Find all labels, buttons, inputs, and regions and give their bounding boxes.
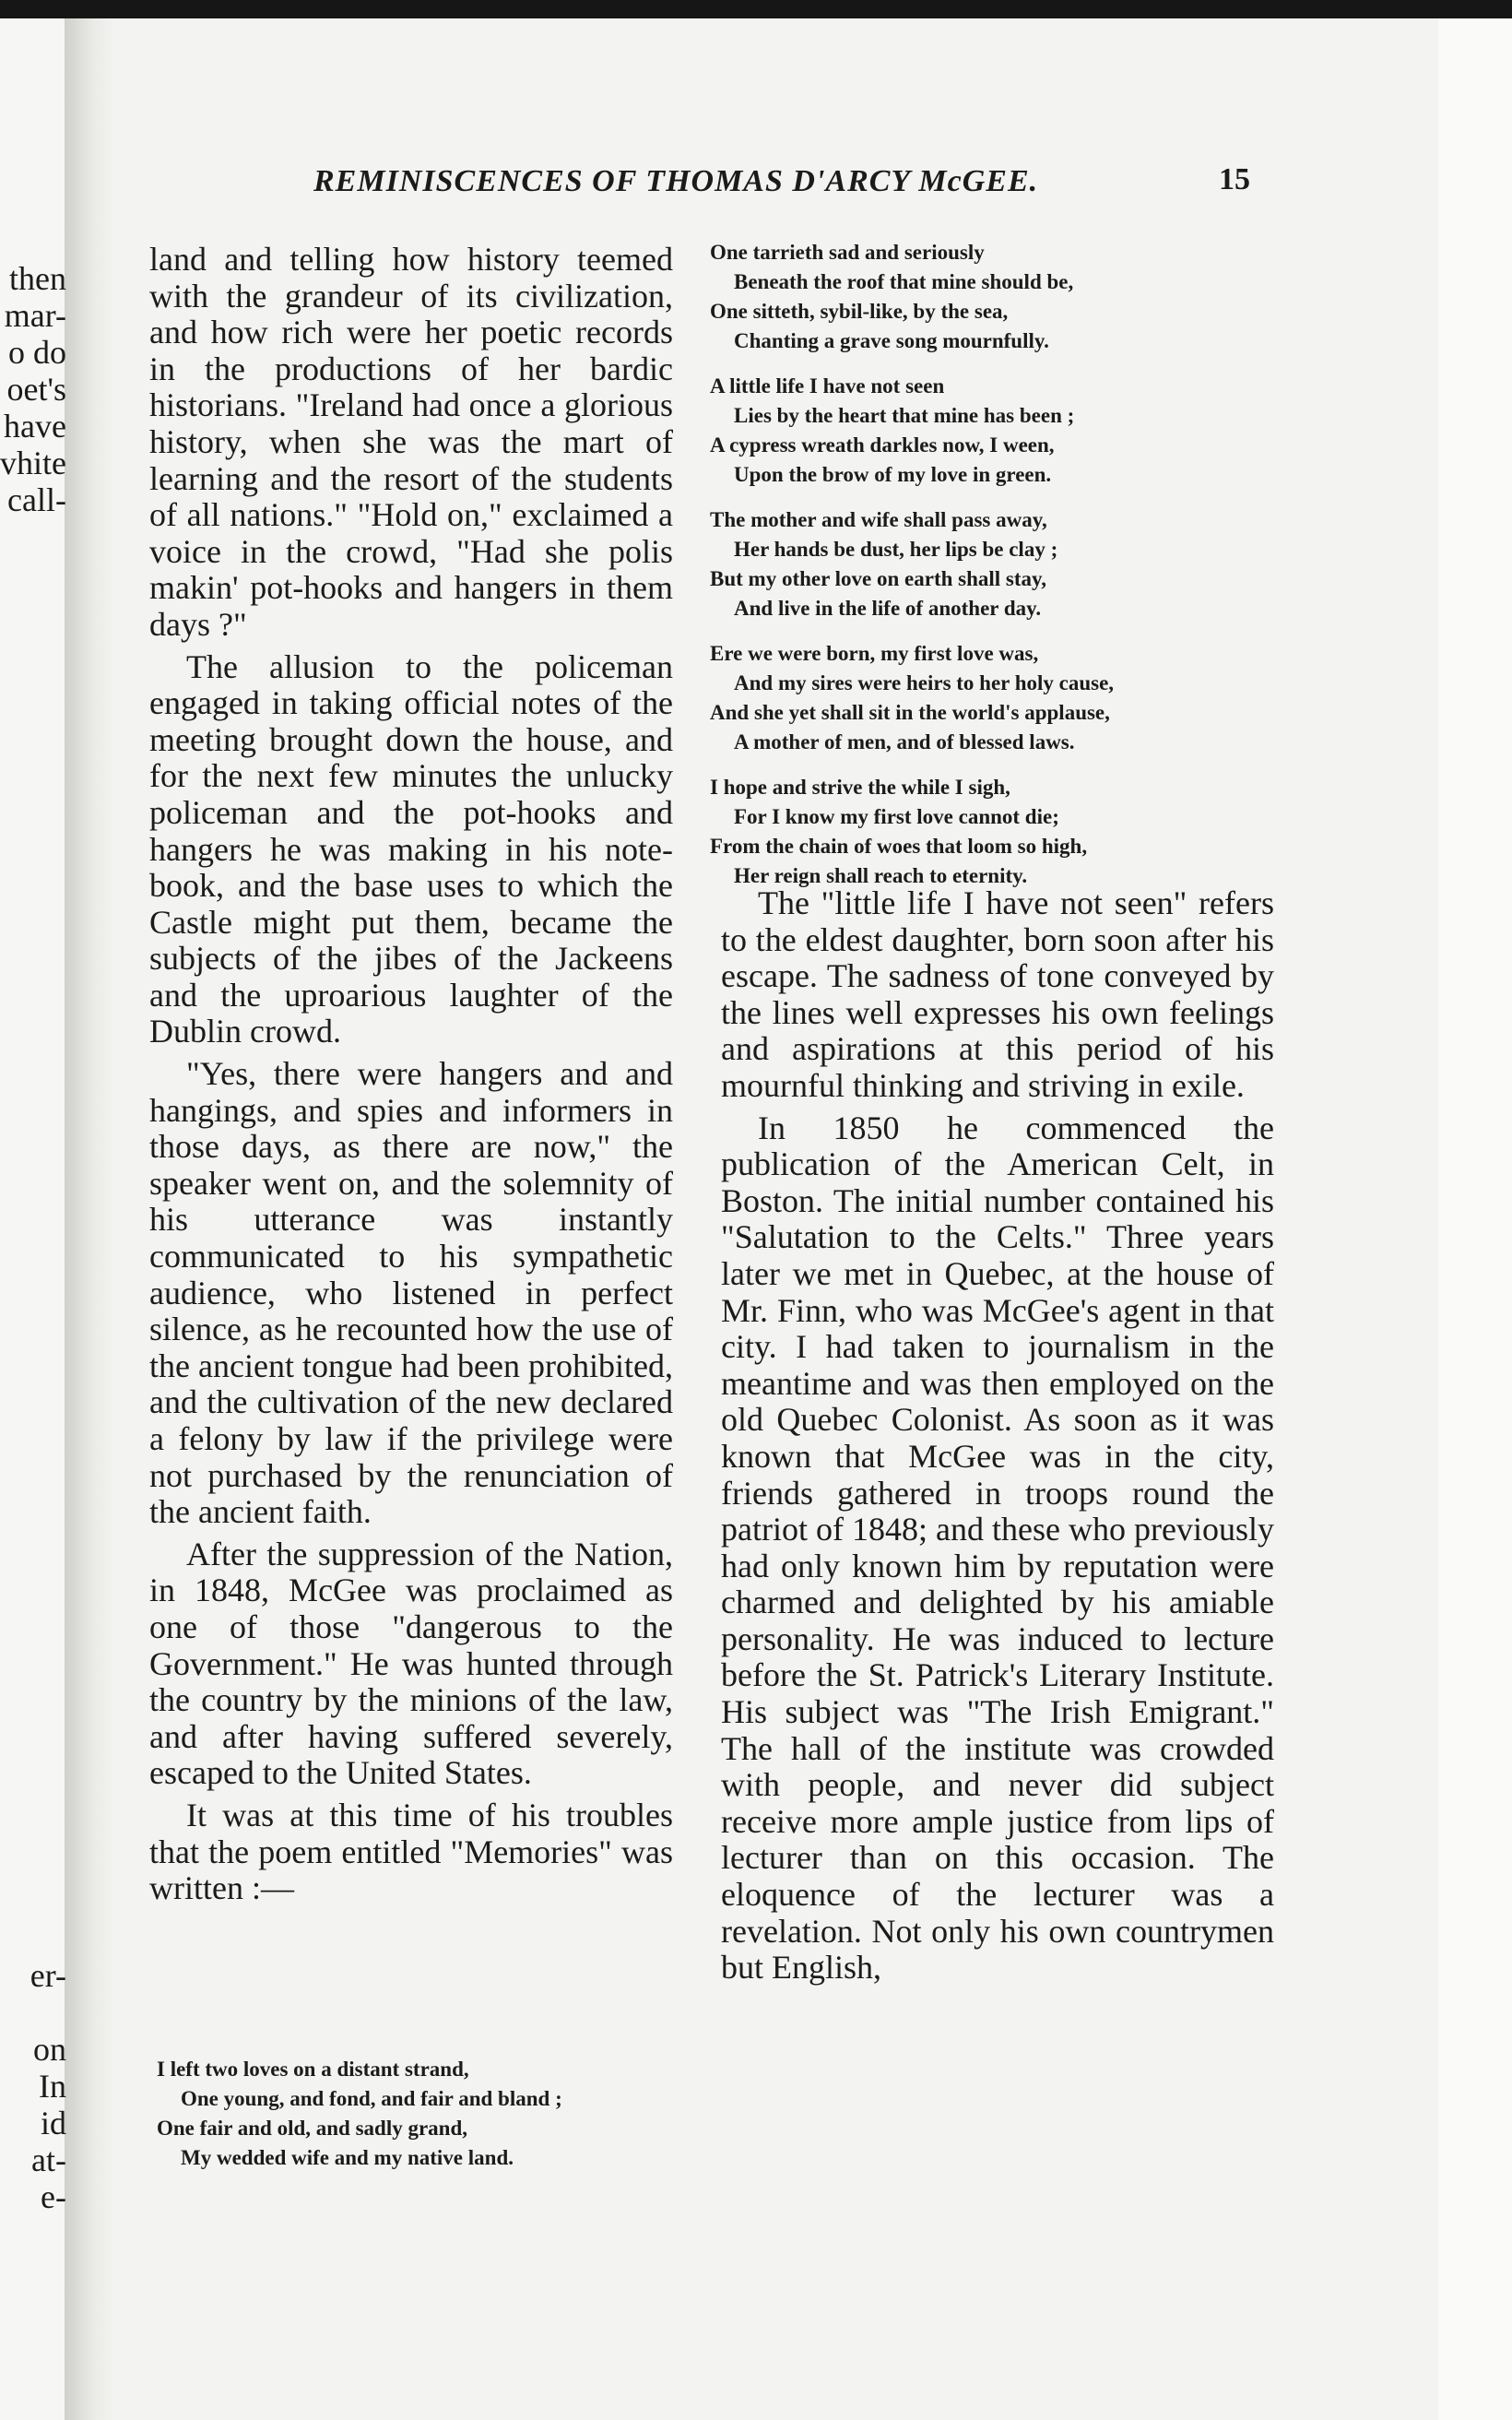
poem-stanza <box>710 238 1282 356</box>
verse-line: A cypress wreath darkles now, I ween, <box>710 433 1055 457</box>
verse-line: Beneath the roof that mine should be, <box>734 270 1074 293</box>
fragment-line: id <box>40 2105 66 2141</box>
body-paragraph: The "little life I have not seen" refers to the eldest daughter, born soon after his escape. The sadness of tone conveyed by the lines well expresses his own feelings and aspirations at this period of his mournful thinking and striving in exile. <box>721 884 1274 1104</box>
verse-line: From the chain of woes that loom so high, <box>710 835 1088 858</box>
poem-stanza <box>157 2055 691 2173</box>
poem-stanza <box>710 639 1282 757</box>
fragment-line: have <box>4 408 66 445</box>
fragment-line: vhite <box>0 445 66 481</box>
poem-memories-continued <box>710 238 1282 907</box>
fragment-line: er- <box>30 1957 66 1994</box>
verse-line: And she yet shall sit in the world's applause, <box>710 701 1110 724</box>
verse-line: For I know my first love cannot die; <box>734 805 1059 828</box>
verse-line: Chanting a grave song mournfully. <box>734 329 1049 352</box>
scan-top-border <box>0 0 1512 18</box>
poem-stanza <box>710 372 1282 490</box>
verse-line: One young, and fond, and fair and bland ; <box>181 2087 562 2110</box>
verse-line: A mother of men, and of blessed laws. <box>734 730 1075 753</box>
poem-stanza <box>710 773 1282 891</box>
verse-line: One tarrieth sad and seriously <box>710 241 985 264</box>
verse-line: A little life I have not seen <box>710 374 945 397</box>
fragment-line: In <box>39 2068 66 2105</box>
body-paragraph: The allusion to the policeman engaged in taking official notes of the meeting brought down the house, and for the next few minutes the unlucky policeman and the pot-hooks and hangers he was making in his note-book, and the base uses to which the Castle might put them, became the subjects of the jibes of the Jackeens and the uproarious laughter of the Dublin crowd. <box>149 647 673 1050</box>
poem-memories-opening <box>157 2055 691 2189</box>
verse-line: I left two loves on a distant strand, <box>157 2058 469 2081</box>
fragment-line: on <box>33 2031 66 2068</box>
page-gutter-shadow <box>65 18 115 2420</box>
verse-line: The mother and wife shall pass away, <box>710 508 1047 531</box>
fragment-line: mar- <box>4 297 66 334</box>
right-column <box>721 885 1274 1992</box>
page-right-margin <box>1438 18 1512 2420</box>
verse-line: My wedded wife and my native land. <box>181 2146 514 2169</box>
body-paragraph: In 1850 he commenced the publication of the American Celt, in Boston. The initial number contained his "Salutation to the Celts." Three years later we met in Quebec, at the house of Mr. Finn, who was McGee's agent in that city. I had taken to journalism in the meantime and was then employed on the old Quebec Colonist. As soon as it was known that McGee was in the city, friends gathered in troops round the patriot of 1848; and these who previously had only known him by reputation were charmed and delighted by his amiable personality. He was induced to lecture before the St. Patrick's Literary Institute. His subject was "The Irish Emigrant." The hall of the institute was crowded with people, and never did subject receive more ample justice from lips of lecturer than on this occasion. The eloquence of the lecturer was a revelation. Not only his own countrymen but English, <box>721 1109 1274 1987</box>
verse-line: Upon the brow of my love in green. <box>734 463 1052 486</box>
fragment-line: e- <box>41 2178 66 2215</box>
body-paragraph: "Yes, there were hangers and and hangings, and spies and informers in those days, as there are now," the speaker went on, and the solemnity of his utterance was instantly communicated to his sympathetic audience, who listened in perfect silence, as he recounted how the use of the ancient tongue had been prohibited, and the cultivation of the new declared a felony by law if the privilege were not purchased by the renunciation of the ancient faith. <box>149 1055 673 1531</box>
verse-line: Lies by the heart that mine has been ; <box>734 404 1075 427</box>
verse-line: Ere we were born, my first love was, <box>710 642 1039 665</box>
body-paragraph: After the suppression of the Nation, in 1848, McGee was proclaimed as one of those "dangerous to the Government." He was hunted through the country by the minions of the law, and after having suffered severely, escaped to the United States. <box>149 1535 673 1792</box>
body-paragraph: It was at this time of his troubles that the poem entitled "Memories" was written :— <box>149 1796 673 1907</box>
verse-line: One sitteth, sybil-like, by the sea, <box>710 300 1009 323</box>
verse-line: But my other love on earth shall stay, <box>710 567 1047 590</box>
verse-line: Her reign shall reach to eternity. <box>734 864 1028 887</box>
verse-line: Her hands be dust, her lips be clay ; <box>734 538 1058 561</box>
verse-line: And live in the life of another day. <box>734 597 1042 620</box>
fragment-line: at- <box>31 2141 66 2178</box>
fragment-line: call- <box>7 481 66 518</box>
verse-line: And my sires were heirs to her holy cause, <box>734 671 1115 694</box>
fragment-line: o do <box>8 334 66 371</box>
fragment-line: oet's <box>6 371 66 408</box>
fragment-line: then <box>9 260 66 297</box>
left-column <box>149 242 673 1913</box>
body-paragraph: land and telling how history teemed with the grandeur of its civilization, and how rich were her poetic records in the productions of her bardic historians. "Ireland had once a glorious history, when she was the mart of learning and the resort of the students of all nations." "Hold on," exclaimed a voice in the crowd, "Had she polis makin' pot-hooks and hangers in them days ?" <box>149 241 673 643</box>
page-number: 15 <box>1219 162 1250 196</box>
verse-line: I hope and strive the while I sigh, <box>710 776 1010 799</box>
poem-stanza <box>710 505 1282 623</box>
verse-line: One fair and old, and sadly grand, <box>157 2117 468 2140</box>
running-title: REMINISCENCES OF THOMAS D'ARCY McGEE. <box>313 164 1039 198</box>
